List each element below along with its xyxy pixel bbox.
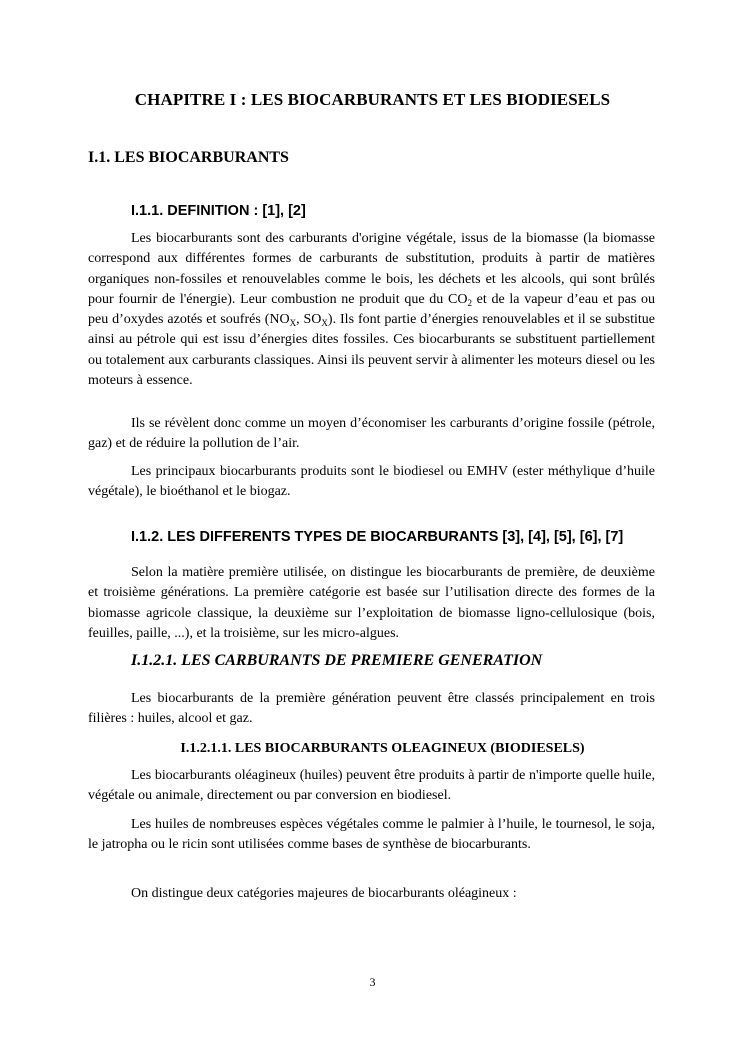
paragraph-definition (88, 229, 655, 391)
paragraph-definition-part2: et de la vapeur d’eau et pas ou peu d’oxydes azotés et soufrés (NO (88, 291, 655, 328)
subsection-types-title: I.1.2. LES DIFFERENTS TYPES DE BIOCARBURANTS [3], [4], [5], [6], [7] (131, 529, 624, 545)
paragraph-definition-part1: Les biocarburants sont des carburants d'origine végétale, issus de la biomasse (la biomasse correspond aux différentes formes de carburants de substitution, produits à partir de matières organiques non-fossiles et renouvelables comme le bois, les déchets et les alcools, qui sont brûlés pour fournir de l'énergie). Leur combustion ne produit que du CO (88, 231, 655, 307)
section-title: I.1. LES BIOCARBURANTS (88, 149, 289, 166)
page-number: 3 (369, 975, 376, 989)
paragraph-first-generation: Les biocarburants de la première génération peuvent être classés principalement en trois filières : huiles, alcool et gaz. (88, 691, 655, 727)
nox-subscript: X (289, 318, 297, 329)
sox-subscript: X (321, 318, 328, 329)
paragraph-main-biofuels: Les principaux biocarburants produits sont le biodiesel ou EMHV (ester méthylique d’huile végétale), le bioéthanol et le biogaz. (88, 464, 655, 500)
paragraph-oleaginous: Les biocarburants oléagineux (huiles) peuvent être produits à partir de n'importe quelle huile, végétale ou animale, directement ou par conversion en biodiesel. (88, 768, 655, 804)
subsection-oleaginous-title: I.1.2.1.1. LES BIOCARBURANTS OLEAGINEUX (BIODIESELS) (180, 741, 585, 756)
paragraph-generations: Selon la matière première utilisée, on distingue les biocarburants de première, de deuxième et troisième générations. La première catégorie est basée sur l’utilisation directe des formes de la biomasse agricole classique, la deuxième sur l’exploitation de biomasse ligno-cellulosique (bois, feuilles, paille, ...), et la troisième, sur les micro-algues. (88, 565, 655, 641)
paragraph-plant-species: Les huiles de nombreuses espèces végétales comme le palmier à l’huile, le tournesol, le soja, le jatropha ou le ricin sont utilisées comme bases de synthèse de biocarburants. (88, 817, 655, 853)
paragraph-definition-part3: , SO (296, 312, 322, 328)
subsection-first-generation-title: I.1.2.1. LES CARBURANTS DE PREMIERE GENERATION (131, 652, 543, 669)
paragraph-definition-part4: ). Ils font partie d’énergies renouvelables et il se substitue ainsi au pétrole qui est issu d’énergies dites fossiles. Ces biocarburants se substituent partiellement ou totalement aux carburants classiques. Ainsi ils peuvent servir à alimenter les moteurs diesel ou les moteurs à essence. (88, 312, 655, 389)
paragraph-two-categories: On distingue deux catégories majeures de biocarburants oléagineux : (131, 886, 517, 901)
subsection-definition-title: I.1.1. DEFINITION : [1], [2] (131, 203, 306, 219)
co2-subscript: 2 (467, 297, 472, 308)
paragraph-economy: Ils se révèlent donc comme un moyen d’économiser les carburants d’origine fossile (pétrole, gaz) et de réduire la pollution de l’air. (88, 416, 655, 452)
chapter-title: CHAPITRE I : LES BIOCARBURANTS ET LES BIODIESELS (134, 90, 611, 109)
